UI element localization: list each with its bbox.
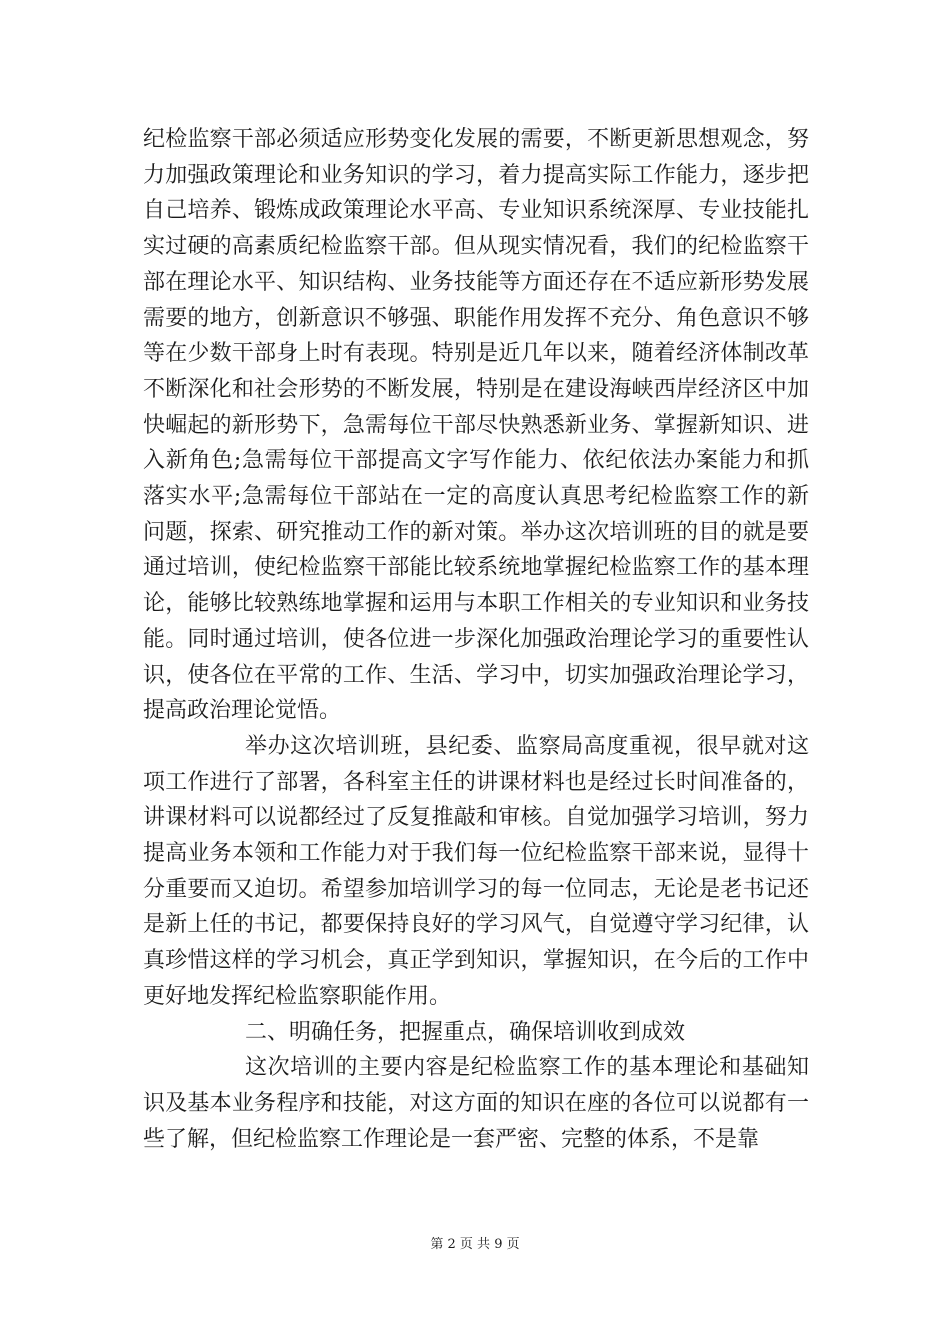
body-paragraph: 举办这次培训班，县纪委、监察局高度重视，很早就对这项工作进行了部署，各科室主任的讲课材料也是经过长时间准备的，讲课材料可以说都经过了反复推敲和审核。自觉加强学习培训，努力提高业务本领和工作能力对于我们每一位纪检监察干部来说，显得十分重要而又迫切。希望参加培训学习的每一位同志，无论是老书记还是新上任的书记，都要保持良好的学习风气，自觉遵守学习纪律，认真珍惜这样的学习机会，真正学到知识，掌握知识，在今后的工作中更好地发挥纪检监察职能作用。 — [143, 733, 809, 1009]
body-paragraph: 这次培训的主要内容是纪检监察工作的基本理论和基础知识及基本业务程序和技能，对这方面的知识在座的各位可以说都有一些了解，但纪检监察工作理论是一套严密、完整的体系，不是靠 — [143, 1055, 809, 1152]
page-number-footer: 第 2 页 共 9 页 — [430, 1237, 520, 1252]
document-body — [143, 122, 809, 1157]
body-paragraph: 纪检监察干部必须适应形势变化发展的需要，不断更新思想观念，努力加强政策理论和业务知识的学习，着力提高实际工作能力，逐步把自己培养、锻炼成政策理论水平高、专业知识系统深厚、专业技能扎实过硬的高素质纪检监察干部。但从现实情况看，我们的纪检监察干部在理论水平、知识结构、业务技能等方面还存在不适应新形势发展需要的地方，创新意识不够强、职能作用发挥不充分、角色意识不够等在少数干部身上时有表现。特别是近几年以来，随着经济体制改革不断深化和社会形势的不断发展，特别是在建设海峡西岸经济区中加快崛起的新形势下，急需每位干部尽快熟悉新业务、掌握新知识、进入新角色;急需每位干部提高文字写作能力、依纪依法办案能力和抓落实水平;急需每位干部站在一定的高度认真思考纪检监察工作的新问题，探索、研究推动工作的新对策。举办这次培训班的目的就是要通过培训，使纪检监察干部能比较系统地掌握纪检监察工作的基本理论，能够比较熟练地掌握和运用与本职工作相关的专业知识和业务技能。同时通过培训，使各位进一步深化加强政治理论学习的重要性认识，使各位在平常的工作、生活、学习中，切实加强政治理论学习，提高政治理论觉悟。 — [143, 127, 809, 724]
section-heading: 二、明确任务，把握重点，确保培训收到成效 — [245, 1019, 686, 1045]
